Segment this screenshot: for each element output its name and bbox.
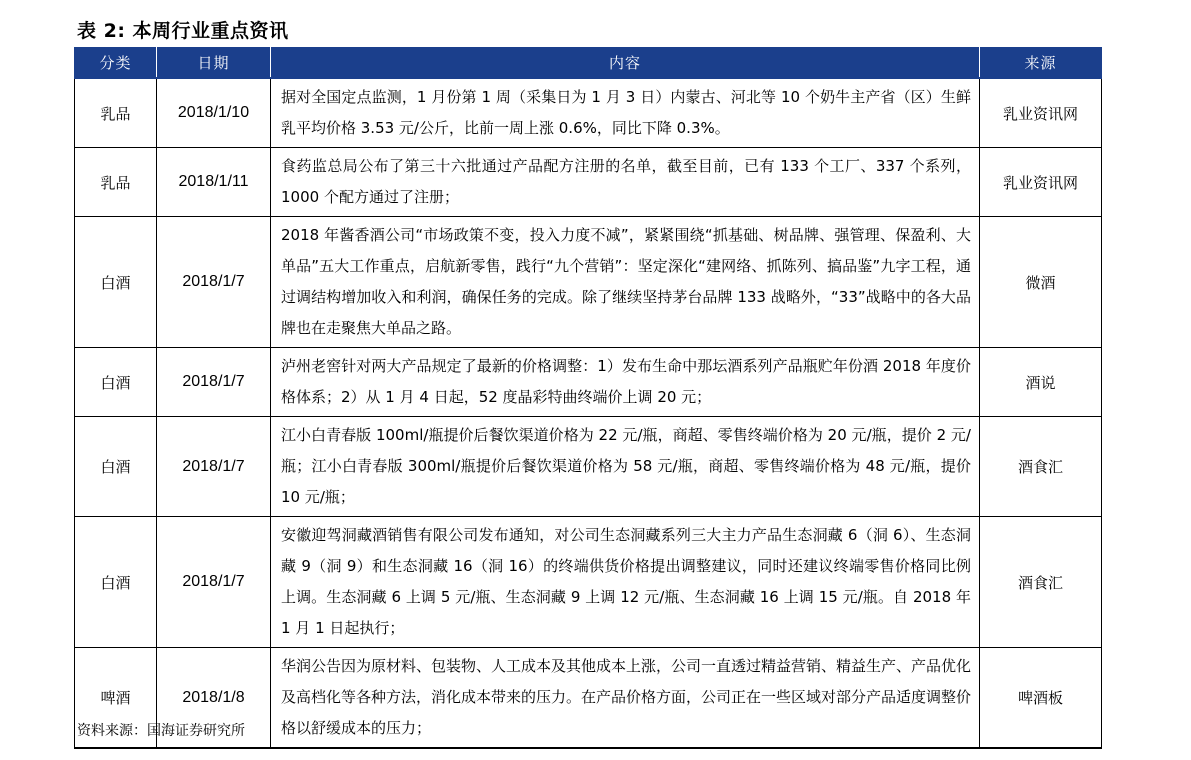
row-source: 啤酒板 [980,648,1102,749]
row-category: 白酒 [75,348,157,417]
row-source: 微酒 [980,217,1102,348]
row-date: 2018/1/11 [157,148,271,217]
table-title: 表 2: 本周行业重点资讯 [77,20,289,42]
news-table [74,47,1102,749]
row-date: 2018/1/7 [157,217,271,348]
source-note: 资料来源：国海证券研究所 [77,723,245,739]
row-category: 白酒 [75,217,157,348]
row-category: 乳品 [75,78,157,148]
table-row [75,417,1102,517]
row-date: 2018/1/8 [157,648,271,749]
header-content: 内容 [271,47,980,78]
table-row [75,517,1102,648]
row-content: 江小白青春版 100ml/瓶提价后餐饮渠道价格为 22 元/瓶，商超、零售终端价格为 20 元/瓶，提价 2 元/瓶；江小白青春版 300ml/瓶提价后餐饮渠道价格为 58 元/瓶，商超、零售终端价格为 48 元/瓶，提价 10 元/瓶； [271,417,980,517]
row-date: 2018/1/7 [157,348,271,417]
row-source: 乳业资讯网 [980,148,1102,217]
table-row [75,78,1102,148]
row-content: 2018 年酱香酒公司“市场政策不变，投入力度不减”，紧紧围绕“抓基础、树品牌、强管理、保盈利、大单品”五大工作重点，启航新零售，践行“九个营销”：坚定深化“建网络、抓陈列、搞品鉴”九字工程，通过调结构增加收入和利润，确保任务的完成。除了继续坚持茅台品牌 133 战略外，“33”战略中的各大品牌也在走聚焦大单品之路。 [271,217,980,348]
table-row [75,348,1102,417]
row-date: 2018/1/10 [157,78,271,148]
row-source: 酒食汇 [980,417,1102,517]
row-source: 酒说 [980,348,1102,417]
row-category: 啤酒 [75,648,157,749]
row-source: 乳业资讯网 [980,78,1102,148]
row-date: 2018/1/7 [157,417,271,517]
header-category: 分类 [75,47,157,78]
row-category: 白酒 [75,417,157,517]
header-source: 来源 [980,47,1102,78]
table-row [75,148,1102,217]
table-row [75,217,1102,348]
row-date: 2018/1/7 [157,517,271,648]
row-content: 泸州老窖针对两大产品规定了最新的价格调整：1）发布生命中那坛酒系列产品瓶贮年份酒 2018 年度价格体系；2）从 1 月 4 日起，52 度晶彩特曲终端价上调 20 元； [271,348,980,417]
row-content: 食药监总局公布了第三十六批通过产品配方注册的名单，截至目前，已有 133 个工厂、337 个系列，1000 个配方通过了注册； [271,148,980,217]
row-content: 据对全国定点监测，1 月份第 1 周（采集日为 1 月 3 日）内蒙古、河北等 10 个奶牛主产省（区）生鲜乳平均价格 3.53 元/公斤，比前一周上涨 0.6%，同比下降 0.3%。 [271,78,980,148]
header-date: 日期 [157,47,271,78]
row-source: 酒食汇 [980,517,1102,648]
row-content: 安徽迎驾洞藏酒销售有限公司发布通知，对公司生态洞藏系列三大主力产品生态洞藏 6（洞 6）、生态洞藏 9（洞 9）和生态洞藏 16（洞 16）的终端供货价格提出调整建议，同时还建议终端零售价格同比例上调。生态洞藏 6 上调 5 元/瓶、生态洞藏 9 上调 12 元/瓶、生态洞藏 16 上调 15 元/瓶。自 2018 年 1 月 1 日起执行； [271,517,980,648]
row-content: 华润公告因为原材料、包装物、人工成本及其他成本上涨，公司一直透过精益营销、精益生产、产品优化及高档化等各种方法，消化成本带来的压力。在产品价格方面，公司正在一些区域对部分产品适度调整价格以舒缓成本的压力； [271,648,980,749]
row-category: 乳品 [75,148,157,217]
row-category: 白酒 [75,517,157,648]
table-header-row [75,47,1102,78]
